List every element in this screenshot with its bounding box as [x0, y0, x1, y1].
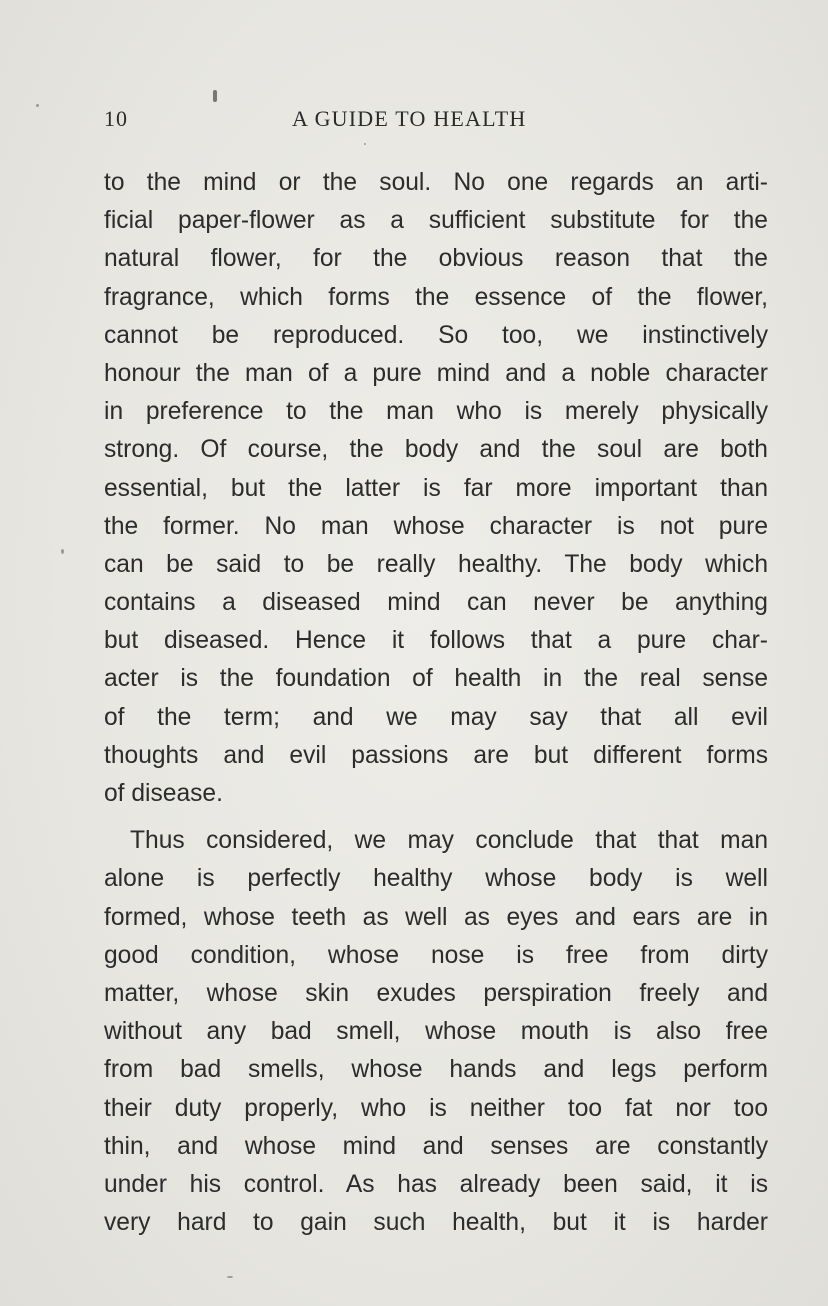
text-line: the former. No man whose character is not pure [104, 512, 768, 540]
text-line: ficial paper-flower as a sufficient substitute for the [104, 207, 768, 235]
text-line: cannot be reproduced. So too, we instinctively [104, 321, 768, 349]
text-line: of the term; and we may say that all evil [104, 703, 768, 731]
text-line: of disease. [104, 780, 223, 807]
text-line: to the mind or the soul. No one regards an arti- [104, 169, 768, 196]
text-line: without any bad smell, whose mouth is also free [104, 1018, 768, 1046]
text-line: formed, whose teeth as well as eyes and ears are in [104, 903, 768, 931]
scan-speck [227, 1276, 233, 1278]
scan-speck [364, 143, 366, 145]
text-line: but diseased. Hence it follows that a pure char- [104, 627, 768, 655]
text-line: very hard to gain such health, but it is harder [104, 1209, 768, 1237]
text-line: under his control. As has already been said, it is [104, 1170, 768, 1198]
text-line: Thus considered, we may conclude that that man [130, 827, 768, 855]
text-line: fragrance, which forms the essence of the flower, [104, 283, 768, 311]
text-line: their duty properly, who is neither too fat nor too [104, 1094, 768, 1122]
body-text [104, 164, 768, 1242]
running-head [104, 106, 768, 136]
scan-speck [213, 90, 217, 102]
text-line: honour the man of a pure mind and a noble character [104, 359, 768, 387]
text-line: can be said to be really healthy. The body which [104, 550, 768, 578]
text-line: natural flower, for the obvious reason that the [104, 245, 768, 273]
text-line: thoughts and evil passions are but different forms [104, 741, 768, 769]
scan-speck [36, 104, 39, 107]
text-line: good condition, whose nose is free from dirty [104, 941, 768, 969]
page-number: 10 [104, 106, 128, 131]
text-line: strong. Of course, the body and the soul are both [104, 436, 768, 464]
text-line: matter, whose skin exudes perspiration freely and [104, 979, 768, 1007]
text-line: essential, but the latter is far more important than [104, 474, 768, 502]
text-line: thin, and whose mind and senses are constantly [104, 1132, 768, 1160]
text-line: in preference to the man who is merely physically [104, 398, 768, 426]
text-line: from bad smells, whose hands and legs perform [104, 1056, 768, 1084]
text-line: contains a diseased mind can never be anything [104, 589, 768, 617]
text-line: acter is the foundation of health in the real sense [104, 665, 768, 693]
scan-speck [61, 549, 64, 554]
running-title: A GUIDE TO HEALTH [292, 106, 527, 131]
text-line: alone is perfectly healthy whose body is well [104, 865, 768, 893]
paragraph-gap [104, 813, 768, 822]
